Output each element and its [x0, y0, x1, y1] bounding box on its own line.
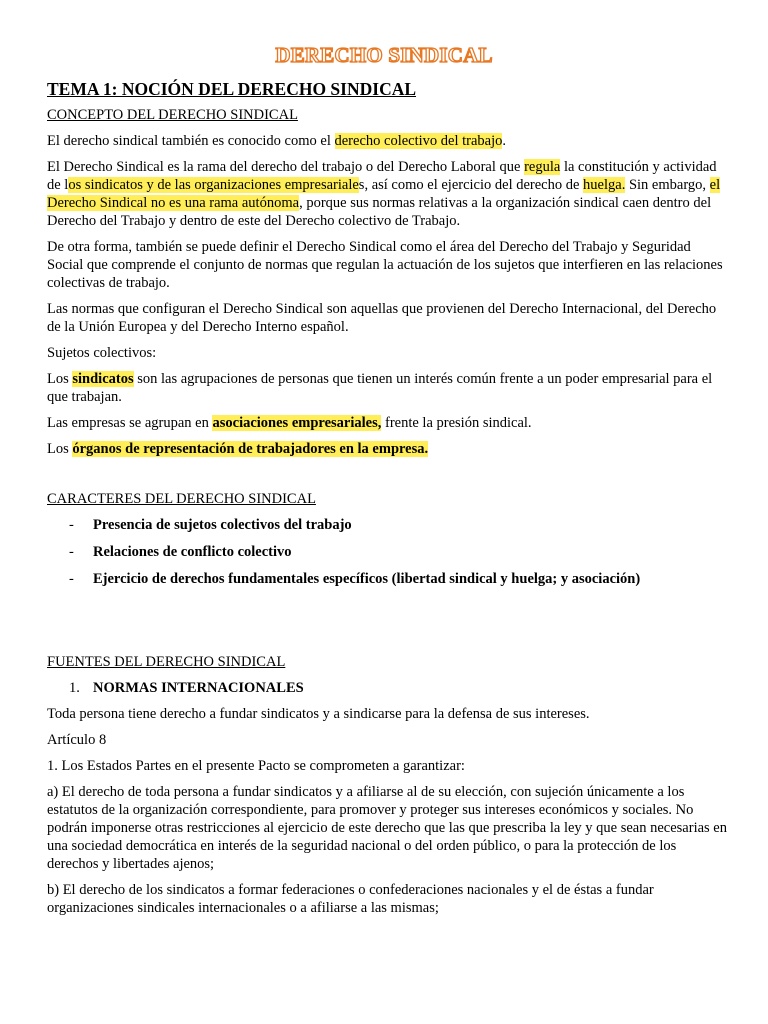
fuentes-paragraph-1: Toda persona tiene derecho a fundar sindicatos y a sindicarse para la defensa de sus intereses. — [47, 706, 590, 722]
bold-run: sindicatos — [72, 371, 134, 387]
list-item-text: Relaciones de conflicto colectivo — [93, 544, 292, 560]
spacer — [47, 597, 727, 653]
highlight: el Derecho Sindical no es una rama autónoma — [47, 177, 721, 211]
text-run: . — [502, 133, 507, 149]
fuentes-heading: FUENTES DEL DERECHO SINDICAL — [47, 654, 286, 670]
text-run: Los — [47, 441, 73, 457]
text-run: Sin embargo, — [625, 177, 710, 193]
fuentes-paragraph-2: Artículo 8 — [47, 732, 107, 748]
highlight: derecho colectivo del trabajo — [334, 133, 503, 149]
tema-heading: TEMA 1: NOCIÓN DEL DERECHO SINDICAL — [47, 79, 417, 99]
list-item-text: Presencia de sujetos colectivos del trabajo — [93, 517, 352, 533]
dash-bullet: - — [69, 517, 74, 533]
list-item — [47, 679, 727, 697]
fuentes-list — [47, 679, 727, 697]
concepto-paragraph-5: Sujetos colectivos: — [47, 345, 157, 361]
list-item — [47, 543, 727, 561]
document-title: DERECHO SINDICAL — [275, 43, 493, 67]
text-run: Los — [47, 371, 73, 387]
text-run: El derecho sindical también es conocido como el — [47, 133, 335, 149]
fuentes-paragraph-3: 1. Los Estados Partes en el presente Pacto se comprometen a garantizar: — [47, 758, 465, 774]
spacer — [47, 466, 727, 490]
list-item — [47, 570, 727, 588]
highlight: regula — [524, 159, 561, 175]
list-item-text: Ejercicio de derechos fundamentales específicos (libertad sindical y huelga; y asociación) — [93, 571, 641, 587]
text-run: son las agrupaciones de personas que tienen un interés común frente a un poder empresarial para el que trabajan. — [47, 371, 713, 405]
highlight — [212, 415, 381, 431]
text-run: , porque sus normas relativas a la organización sindical caen dentro del Derecho del Trabajo y dentro de este del Derecho colectivo de Trabajo. — [47, 195, 712, 229]
dash-bullet: - — [69, 544, 74, 560]
dash-bullet: - — [69, 571, 74, 587]
list-number: 1. — [69, 680, 80, 696]
concepto-paragraph-6 — [47, 370, 727, 406]
concepto-paragraph-1 — [47, 132, 727, 150]
text-run: frente la presión sindical. — [381, 415, 532, 431]
text-run: s, así como el ejercicio del derecho de — [358, 177, 584, 193]
highlight: huelga. — [583, 177, 626, 193]
text-run: Las empresas se agrupan en — [47, 415, 213, 431]
text-run: El Derecho Sindical es la rama del derecho del trabajo o del Derecho Laboral que — [47, 159, 525, 175]
caracteres-heading: CARACTERES DEL DERECHO SINDICAL — [47, 491, 316, 507]
concepto-paragraph-7 — [47, 414, 727, 432]
document-body — [47, 78, 727, 925]
fuentes-paragraph-4: a) El derecho de toda persona a fundar sindicatos y a afiliarse al de su elección, con sujeción únicamente a los estatutos de la organización correspondiente, para promover y proteger sus intereses económicos y sociales. No podrán imponerse otras restricciones al ejercicio de este derecho que las que prescriba la ley y que sean necesarias en una sociedad democrática en interés de la seguridad nacional o del orden público, o para la protección de los derechos y libertades ajenos; — [47, 784, 727, 872]
list-item-text: NORMAS INTERNACIONALES — [93, 680, 304, 696]
bold-run: órganos de representación de trabajadores en la empresa. — [72, 441, 429, 457]
fuentes-paragraph-5: b) El derecho de los sindicatos a formar federaciones o confederaciones nacionales y el de éstas a fundar organizaciones sindicales internacionales o a afiliarse a las mismas; — [47, 882, 654, 916]
highlight — [72, 441, 428, 457]
caracteres-list — [47, 516, 727, 588]
highlight: os sindicatos y de las organizaciones empresariale — [68, 177, 359, 193]
list-item — [47, 516, 727, 534]
concepto-paragraph-8 — [47, 440, 727, 458]
concepto-paragraph-2 — [47, 158, 727, 230]
concepto-paragraph-4: Las normas que configuran el Derecho Sindical son aquellas que provienen del Derecho Internacional, del Derecho de la Unión Europea y del Derecho Interno español. — [47, 301, 717, 335]
concepto-paragraph-3: De otra forma, también se puede definir el Derecho Sindical como el área del Derecho del Trabajo y Seguridad Social que comprende el conjunto de normas que regulan la actuación de los sujetos que interfieren en las relaciones colectivas de trabajo. — [47, 239, 723, 291]
concepto-heading: CONCEPTO DEL DERECHO SINDICAL — [47, 107, 298, 123]
bold-run: asociaciones empresariales, — [212, 415, 382, 431]
text-run: la constitución y actividad de l — [47, 159, 717, 193]
highlight — [72, 371, 133, 387]
